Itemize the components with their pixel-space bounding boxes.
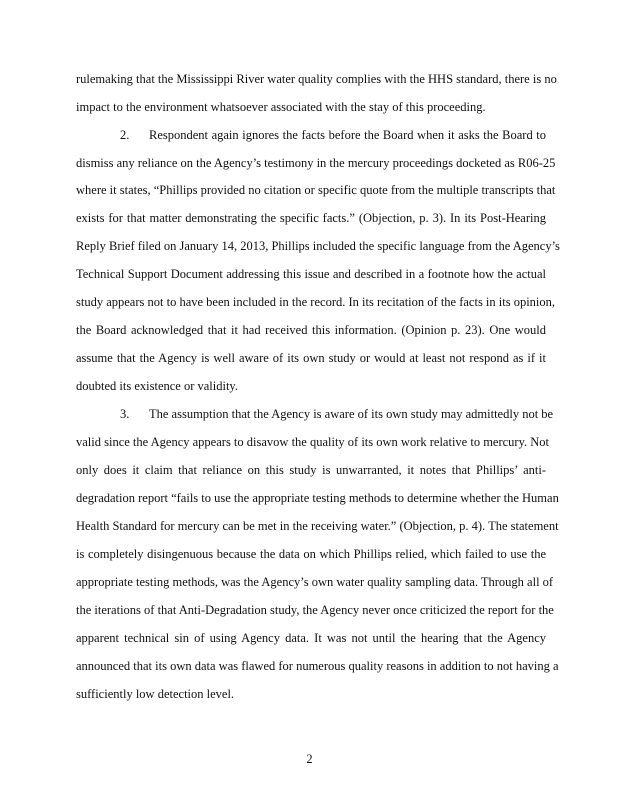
paragraph-line: Health Standard for mercury can be met in the receiving water.” (Objection, p. 4). The statement (76, 519, 559, 533)
paragraph-line: announced that its own data was flawed for numerous quality reasons in addition to not having a (76, 659, 559, 673)
paragraph-line: where it states, “Phillips provided no citation or specific quote from the multiple transcripts that (76, 183, 556, 197)
paragraph-line: exists for that matter demonstrating the specific facts.” (Objection, p. 3). In its Post-Hearing (76, 211, 546, 225)
paragraph-line: doubted its existence or validity. (76, 379, 238, 393)
paragraph-number: 3. (120, 407, 130, 421)
paragraph-line: assume that the Agency is well aware of its own study or would at least not respond as if it (76, 351, 546, 365)
paragraph-line: impact to the environment whatsoever associated with the stay of this proceeding. (76, 100, 486, 114)
paragraph-text: The assumption that the Agency is aware of its own study may admittedly not be (149, 407, 554, 421)
paragraph-line: the iterations of that Anti-Degradation study, the Agency never once criticized the report for the (76, 603, 554, 617)
paragraph-line: rulemaking that the Mississippi River water quality complies with the HHS standard, there is no (76, 72, 557, 86)
paragraph-line: Reply Brief filed on January 14, 2013, Phillips included the specific language from the Agency’s (76, 239, 560, 253)
paragraph-number: 2. (120, 128, 130, 142)
paragraph-line: degradation report “fails to use the appropriate testing methods to determine whether the Human (76, 491, 559, 505)
paragraph-line: Technical Support Document addressing this issue and described in a footnote how the actual (76, 267, 546, 281)
page-number: 2 (306, 752, 313, 766)
paragraph-line: the Board acknowledged that it had received this information. (Opinion p. 23). One would (76, 323, 546, 337)
paragraph-line: appropriate testing methods, was the Agency’s own water quality sampling data. Through all of (76, 575, 554, 589)
paragraph-line: apparent technical sin of using Agency data. It was not until the hearing that the Agency (76, 631, 546, 645)
paragraph-line: valid since the Agency appears to disavow the quality of its own work relative to mercury. Not (76, 435, 550, 449)
paragraph-line: only does it claim that reliance on this study is unwarranted, it notes that Phillips’ anti- (76, 463, 546, 477)
paragraph-text: Respondent again ignores the facts before the Board when it asks the Board to (149, 128, 546, 142)
paragraph-line: dismiss any reliance on the Agency’s testimony in the mercury proceedings docketed as R06-25 (76, 156, 556, 170)
paragraph-line: is completely disingenuous because the data on which Phillips relied, which failed to use the (76, 547, 546, 561)
paragraph-line: study appears not to have been included in the record. In its recitation of the facts in its opinion, (76, 295, 556, 309)
paragraph-line: sufficiently low detection level. (76, 687, 235, 701)
